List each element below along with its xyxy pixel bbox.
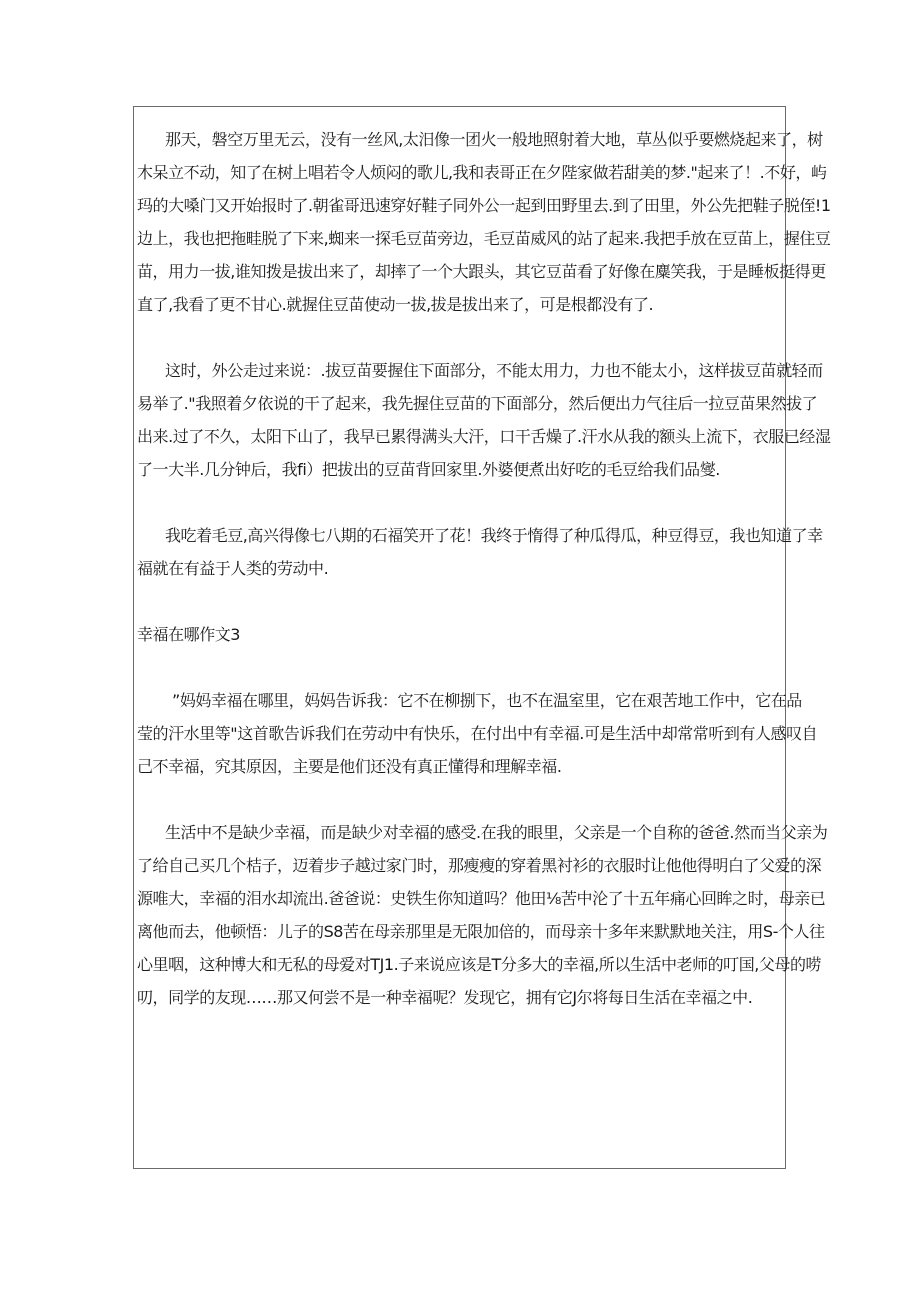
paragraph-5-line-5: 心里咽，这种博大和无私的母爱对TJ1.子来说应该是T分多大的幸福,所以生活中老师的叮国,父母的唠 (137, 955, 822, 974)
paragraph-1-line-2: 木呆立不动，知了在树上唱若令人烦闷的歌儿,我和表哥正在夕陛家做若甜美的梦."起来了！.不好，屿 (137, 163, 827, 182)
paragraph-2-line-2: 易举了."我照着夕依说的干了起来，我先握住豆苗的下面部分，然后便出力气往后一拉豆苗果然拔了 (137, 394, 818, 413)
paragraph-1-line-4: 边上，我也把拖畦脱了下来,蜘来一探毛豆苗旁边，毛豆苗威风的站了起来.我把手放在豆苗上，握住豆 (137, 229, 831, 248)
paragraph-4-line-3: 己不幸福，究其原因，主要是他们还没有真正懂得和理解幸福. (137, 757, 562, 776)
paragraph-5-line-6: 叨，同学的友现……那又何尝不是一种幸福呢？发现它，拥有它J尔将每日生活在幸福之中. (137, 988, 753, 1007)
paragraph-4-line-1: ”妈妈幸福在哪里，妈妈告诉我：它不在柳捌下，也不在温室里，它在艰苦地工作中，它在品 (172, 691, 802, 710)
paragraph-1-line-1: 那天，磐空万里无云，没有一丝风,太汨像一团火一般地照射着大地，草丛似乎要燃烧起来了，树 (165, 130, 823, 149)
paragraph-5-line-2: 了给自己买几个桔子，迈着步子越过家门时，那瘦瘦的穿着黑衬衫的衣服时让他他得明白了父爱的深 (137, 856, 822, 875)
paragraph-1-line-5: 苗，用力一拔,谁知拨是拔出来了，却摔了一个大跟头，其它豆苗看了好像在麋笑我，于是睡板挺得更 (137, 262, 826, 281)
paragraph-2-line-3: 出来.过了不久，太阳下山了，我早已累得满头大汗，口干舌燥了.汗水从我的额头上流下，衣服已经湿 (137, 427, 831, 446)
paragraph-2-line-1: 这时，外公走过来说：.拔豆苗要握住下面部分，不能太用力，力也不能太小，这样拔豆苗就轻而 (165, 361, 823, 380)
paragraph-4-line-2: 莹的汗水里等"这首歌告诉我们在劳动中有快乐，在付出中有幸福.可是生活中却常常听到有人感叹自 (137, 724, 818, 743)
paragraph-1-line-3: 玛的大嗓门又开始报时了.朝雀哥迅速穿好鞋子同外公一起到田野里去.到了田里，外公先把鞋子脱侄!1 (137, 196, 831, 215)
paragraph-3-line-2: 福就在有益于人类的劳动中. (137, 559, 329, 578)
paragraph-5-line-1: 生活中不是缺少幸福，而是缺少对幸福的感受.在我的眼里，父亲是一个自称的爸爸.然而当父亲为 (165, 823, 828, 842)
paragraph-3-line-1: 我吃着毛豆,高兴得像七八期的石福笑开了花！我终于惰得了种瓜得瓜，种豆得豆，我也知道了幸 (165, 526, 823, 545)
paragraph-5-line-3: 源唯大，幸福的泪水却流出.爸爸说：史铁生你知道吗？他田⅛苦中沦了十五年痛心回眸之时，母亲已 (137, 889, 826, 908)
paragraph-1-line-6: 直了,我看了更不甘心.就握住豆苗使动一拔,拔是拔出来了，可是根都没有了. (137, 295, 654, 314)
paragraph-5-line-4: 离他而去，他顿悟：儿子的S8苦在母亲那里是无限加倍的，而母亲十多年来默默地关注，用S-个人往 (137, 922, 825, 941)
paragraph-2-line-4: 了一大半.几分钟后，我fi）把拔出的豆苗背回家里.外婆便煮出好吃的毛豆给我们品燮. (137, 460, 720, 479)
section-heading: 幸福在哪作文3 (137, 625, 241, 644)
